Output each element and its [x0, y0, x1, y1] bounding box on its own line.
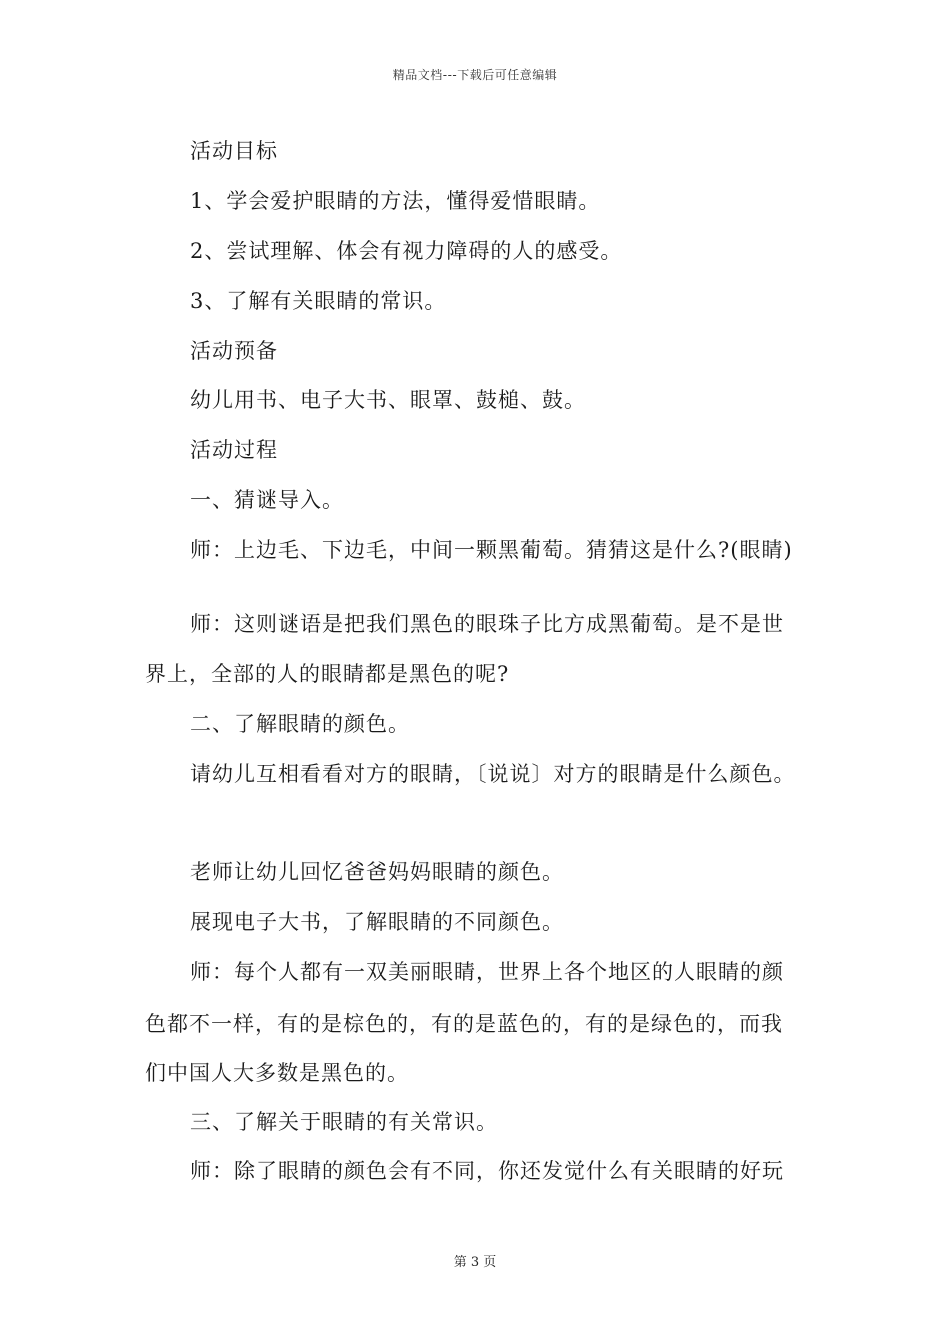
- paragraph-line: 界上，全部的人的眼睛都是黑色的呢?: [145, 662, 510, 686]
- section-heading-preparation: 活动预备: [190, 339, 278, 363]
- paragraph-line: 1、学会爱护眼睛的方法，懂得爱惜眼睛。: [190, 189, 601, 213]
- paragraph-line: 展现电子大书，了解眼睛的不同颜色。: [190, 910, 564, 934]
- paragraph-line: 幼儿用书、电子大书、眼罩、鼓槌、鼓。: [190, 388, 586, 412]
- paragraph-line: 3、了解有关眼睛的常识。: [190, 289, 447, 313]
- paragraph-line: 们中国人大多数是黑色的。: [145, 1061, 409, 1085]
- paragraph-line: 师：这则谜语是把我们黑色的眼珠子比方成黑葡萄。是不是世: [190, 612, 784, 636]
- section-heading-goals: 活动目标: [190, 139, 278, 163]
- paragraph-line: 2、尝试理解、体会有视力障碍的人的感受。: [190, 239, 623, 263]
- paragraph-line: 师：除了眼睛的颜色会有不同，你还发觉什么有关眼睛的好玩: [190, 1159, 784, 1183]
- paragraph-line: 师：上边毛、下边毛，中间一颗黑葡萄。猜猜这是什么?(眼睛): [190, 538, 793, 562]
- paragraph-line: 请幼儿互相看看对方的眼睛，〔说说〕对方的眼睛是什么颜色。: [190, 762, 796, 786]
- page-number: 第 3 页: [453, 1255, 497, 1270]
- section-heading-process: 活动过程: [190, 438, 278, 462]
- page-header: 精品文档---下载后可任意编辑: [392, 68, 558, 82]
- paragraph-line: 一、猜谜导入。: [190, 488, 344, 512]
- paragraph-line: 老师让幼儿回忆爸爸妈妈眼睛的颜色。: [190, 860, 564, 884]
- paragraph-line: 师：每个人都有一双美丽眼睛，世界上各个地区的人眼睛的颜: [190, 960, 784, 984]
- paragraph-line: 二、了解眼睛的颜色。: [190, 712, 410, 736]
- paragraph-line: 三、了解关于眼睛的有关常识。: [190, 1110, 498, 1134]
- paragraph-line: 色都不一样，有的是棕色的，有的是蓝色的，有的是绿色的，而我: [145, 1012, 783, 1036]
